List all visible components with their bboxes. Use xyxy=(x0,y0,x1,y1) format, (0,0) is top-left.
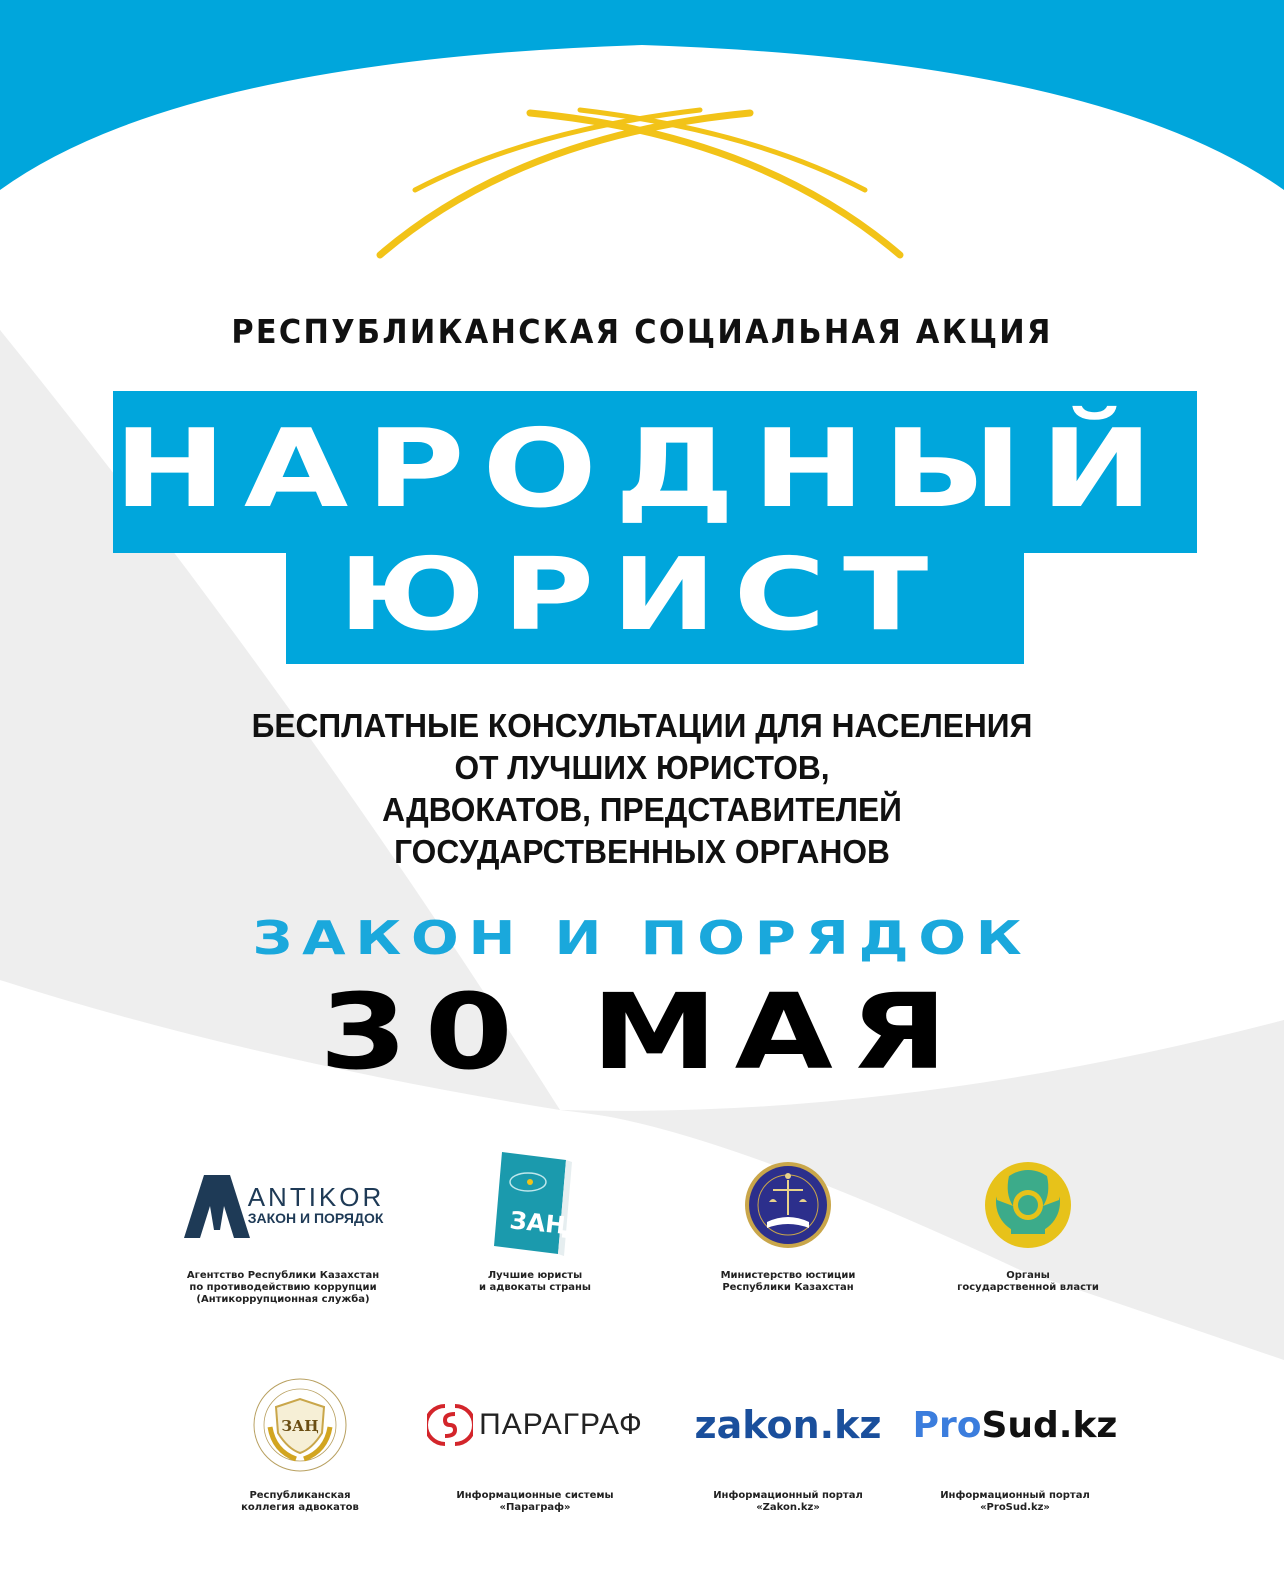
partner-caption: Информационный портал «Zakon.kz» xyxy=(713,1490,863,1513)
kazakhstan-state-emblem-icon xyxy=(983,1160,1073,1250)
antikor-logo-icon xyxy=(182,1170,252,1240)
zan-book-icon xyxy=(490,1150,580,1260)
antikor-logo-sub: ЗАКОН И ПОРЯДОК xyxy=(247,1210,384,1226)
paragraf-logo-name: ПАРАГРАФ xyxy=(479,1408,643,1441)
antikor-logo-name: ANTIKOR xyxy=(247,1182,385,1212)
bar-association-emblem-icon xyxy=(252,1377,348,1473)
description-line: ГОСУДАРСТВЕННЫХ ОРГАНОВ xyxy=(394,833,890,870)
partner-caption: Органы государственной власти xyxy=(957,1270,1099,1293)
partner-prosud-kz xyxy=(895,1370,1135,1514)
partner-zakon-kz xyxy=(668,1370,908,1514)
campaign-arcs-logo-icon xyxy=(370,95,910,265)
zakon-kz-logo: zakon.kz xyxy=(694,1403,882,1447)
campaign-title-line2: ЮРИСТ xyxy=(338,536,946,653)
prosud-kz-logo: ProSud.kz xyxy=(912,1404,1118,1446)
partner-zan xyxy=(415,1150,655,1294)
partner-caption: Министерство юстиции Республики Казахстан xyxy=(720,1270,856,1293)
partner-antikor xyxy=(163,1150,403,1306)
partner-caption: Агентство Республики Казахстан по противодействию коррупции (Антикоррупционная служба) xyxy=(186,1270,380,1305)
partner-state-authorities xyxy=(908,1150,1148,1294)
svg-text:ЗАҢ: ЗАҢ xyxy=(508,1206,570,1241)
ministry-justice-emblem-icon xyxy=(743,1160,833,1250)
campaign-subtitle: РЕСПУБЛИКАНСКАЯ СОЦИАЛЬНАЯ АКЦИЯ xyxy=(231,312,1053,351)
description-line: ОТ ЛУЧШИХ ЮРИСТОВ, xyxy=(454,749,830,786)
description-line: АДВОКАТОВ, ПРЕДСТАВИТЕЛЕЙ xyxy=(382,791,902,828)
partner-caption: Республиканская коллегия адвокатов xyxy=(241,1490,359,1513)
partner-caption: Информационный портал «ProSud.kz» xyxy=(940,1490,1090,1513)
campaign-description xyxy=(0,705,1284,873)
partner-caption: Лучшие юристы и адвокаты страны xyxy=(479,1270,591,1293)
partner-caption: Информационные системы «Параграф» xyxy=(456,1490,614,1513)
partner-ministry-justice xyxy=(668,1150,908,1294)
partner-paragraf xyxy=(415,1370,655,1514)
campaign-title-line1: НАРОДНЫЙ xyxy=(113,407,1171,532)
svg-text:ЗАҢ: ЗАҢ xyxy=(281,1417,319,1435)
partner-bar-association xyxy=(180,1370,420,1514)
description-line: БЕСПЛАТНЫЕ КОНСУЛЬТАЦИИ ДЛЯ НАСЕЛЕНИЯ xyxy=(251,707,1033,744)
slogan: ЗАКОН И ПОРЯДОК xyxy=(252,911,1032,965)
paragraf-logo-icon xyxy=(427,1402,473,1448)
event-date: 30 МАЯ xyxy=(319,971,965,1093)
